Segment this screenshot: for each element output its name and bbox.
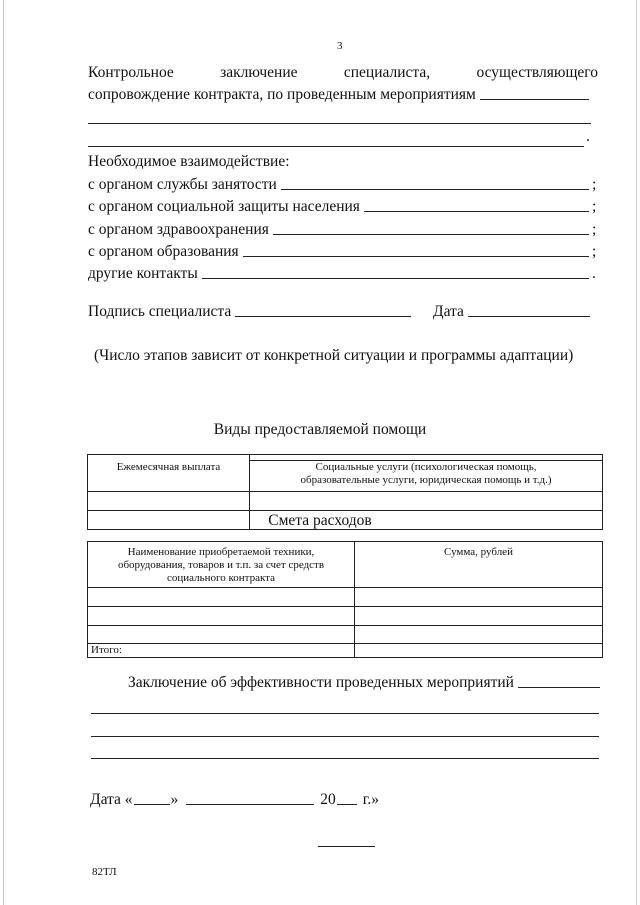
end-mark: ; bbox=[592, 176, 597, 193]
table-cell[interactable] bbox=[88, 626, 355, 644]
word: специалиста, bbox=[343, 64, 431, 81]
end-mark: . bbox=[586, 128, 590, 145]
budget-col-item bbox=[88, 542, 355, 588]
footer-code: 82ТЛ bbox=[92, 866, 117, 878]
header-text-line: социального контракта bbox=[166, 572, 276, 584]
blank-field[interactable] bbox=[202, 278, 589, 279]
date-quote-close: » bbox=[170, 791, 179, 808]
budget-col-sum: Сумма, рублей bbox=[355, 542, 603, 588]
date-label: Дата bbox=[433, 303, 464, 320]
word: Контрольное bbox=[88, 64, 174, 81]
header-text-line: оборудования, товаров и т.п. за счет средств bbox=[117, 559, 325, 571]
day-field[interactable] bbox=[134, 804, 170, 805]
control-conclusion-line1 bbox=[88, 64, 598, 82]
table-cell[interactable] bbox=[355, 588, 603, 607]
separator-line bbox=[318, 846, 375, 847]
control-conclusion-text: сопровождение контракта, по проведенным мероприятиям bbox=[88, 86, 476, 103]
interaction-label: другие контакты bbox=[88, 265, 198, 282]
interaction-label: с органом социальной защиты населения bbox=[88, 198, 360, 215]
stages-note: (Число этапов зависит от конкретной ситуации и программы адаптации) bbox=[94, 347, 574, 364]
blank-line[interactable] bbox=[91, 736, 599, 737]
year-field[interactable] bbox=[337, 804, 357, 805]
signature-label: Подпись специалиста bbox=[88, 303, 232, 320]
month-field[interactable] bbox=[186, 804, 314, 805]
budget-title: Смета расходов bbox=[268, 512, 372, 529]
table-cell[interactable] bbox=[88, 607, 355, 626]
table-cell[interactable] bbox=[88, 491, 250, 510]
effectiveness-label: Заключение об эффективности проведенных мероприятий bbox=[128, 674, 514, 691]
help-col-social-services bbox=[250, 461, 603, 491]
effectiveness-row bbox=[128, 674, 600, 692]
date-field[interactable] bbox=[468, 316, 590, 317]
interaction-label: с органом образования bbox=[88, 243, 239, 260]
blank-field[interactable] bbox=[480, 99, 589, 100]
control-conclusion-line2 bbox=[88, 86, 592, 104]
interaction-heading: Необходимое взаимодействие: bbox=[88, 153, 290, 170]
blank-field[interactable] bbox=[364, 211, 589, 212]
year-suffix: г.» bbox=[362, 791, 380, 808]
interaction-row-health bbox=[88, 221, 600, 239]
header-text-line: Социальные услуги (психологическая помощь, bbox=[315, 461, 537, 473]
table-cell[interactable] bbox=[88, 588, 355, 607]
blank-line[interactable] bbox=[91, 758, 599, 759]
interaction-row-education bbox=[88, 243, 600, 261]
end-mark: ; bbox=[592, 221, 597, 238]
end-mark: . bbox=[592, 265, 596, 282]
budget-total-label: Итого: bbox=[88, 644, 355, 658]
scan-edge-left bbox=[3, 0, 4, 905]
end-mark: ; bbox=[592, 243, 597, 260]
interaction-label: с органом здравоохранения bbox=[88, 221, 269, 238]
signature-date-row bbox=[433, 303, 593, 321]
header-text-line: образовательные услуги, юридическая помощь и т.д.) bbox=[300, 474, 552, 486]
help-col-monthly-payment: Ежемесячная выплата bbox=[88, 461, 250, 491]
signature-field[interactable] bbox=[235, 316, 411, 317]
table-cell[interactable] bbox=[250, 491, 603, 510]
help-types-title: Виды предоставляемой помощи bbox=[213, 421, 427, 438]
page-number: 3 bbox=[337, 40, 343, 52]
interaction-row-employment bbox=[88, 176, 600, 194]
date-line bbox=[90, 791, 379, 809]
signature-row bbox=[88, 303, 414, 321]
budget-table bbox=[87, 541, 603, 658]
blank-field[interactable] bbox=[243, 256, 589, 257]
end-mark: ; bbox=[592, 198, 597, 215]
blank-field[interactable] bbox=[518, 687, 600, 688]
date-prefix: Дата « bbox=[90, 791, 133, 808]
year-prefix: 20 bbox=[320, 791, 336, 808]
header-text-line: Наименование приобретаемой техники, bbox=[127, 546, 315, 558]
interaction-row-social-protection bbox=[88, 198, 600, 216]
word: осуществляющего bbox=[476, 64, 598, 81]
table-cell[interactable] bbox=[355, 607, 603, 626]
interaction-row-other bbox=[88, 265, 600, 283]
blank-field[interactable] bbox=[273, 234, 589, 235]
table-cell[interactable] bbox=[355, 626, 603, 644]
interaction-label: с органом службы занятости bbox=[88, 176, 277, 193]
blank-field[interactable] bbox=[281, 189, 589, 190]
scan-edge-right bbox=[636, 0, 637, 905]
blank-line[interactable] bbox=[91, 713, 599, 714]
word: заключение bbox=[220, 64, 298, 81]
budget-total-value[interactable] bbox=[355, 644, 603, 658]
blank-line[interactable] bbox=[88, 146, 584, 147]
blank-line[interactable] bbox=[88, 123, 591, 124]
